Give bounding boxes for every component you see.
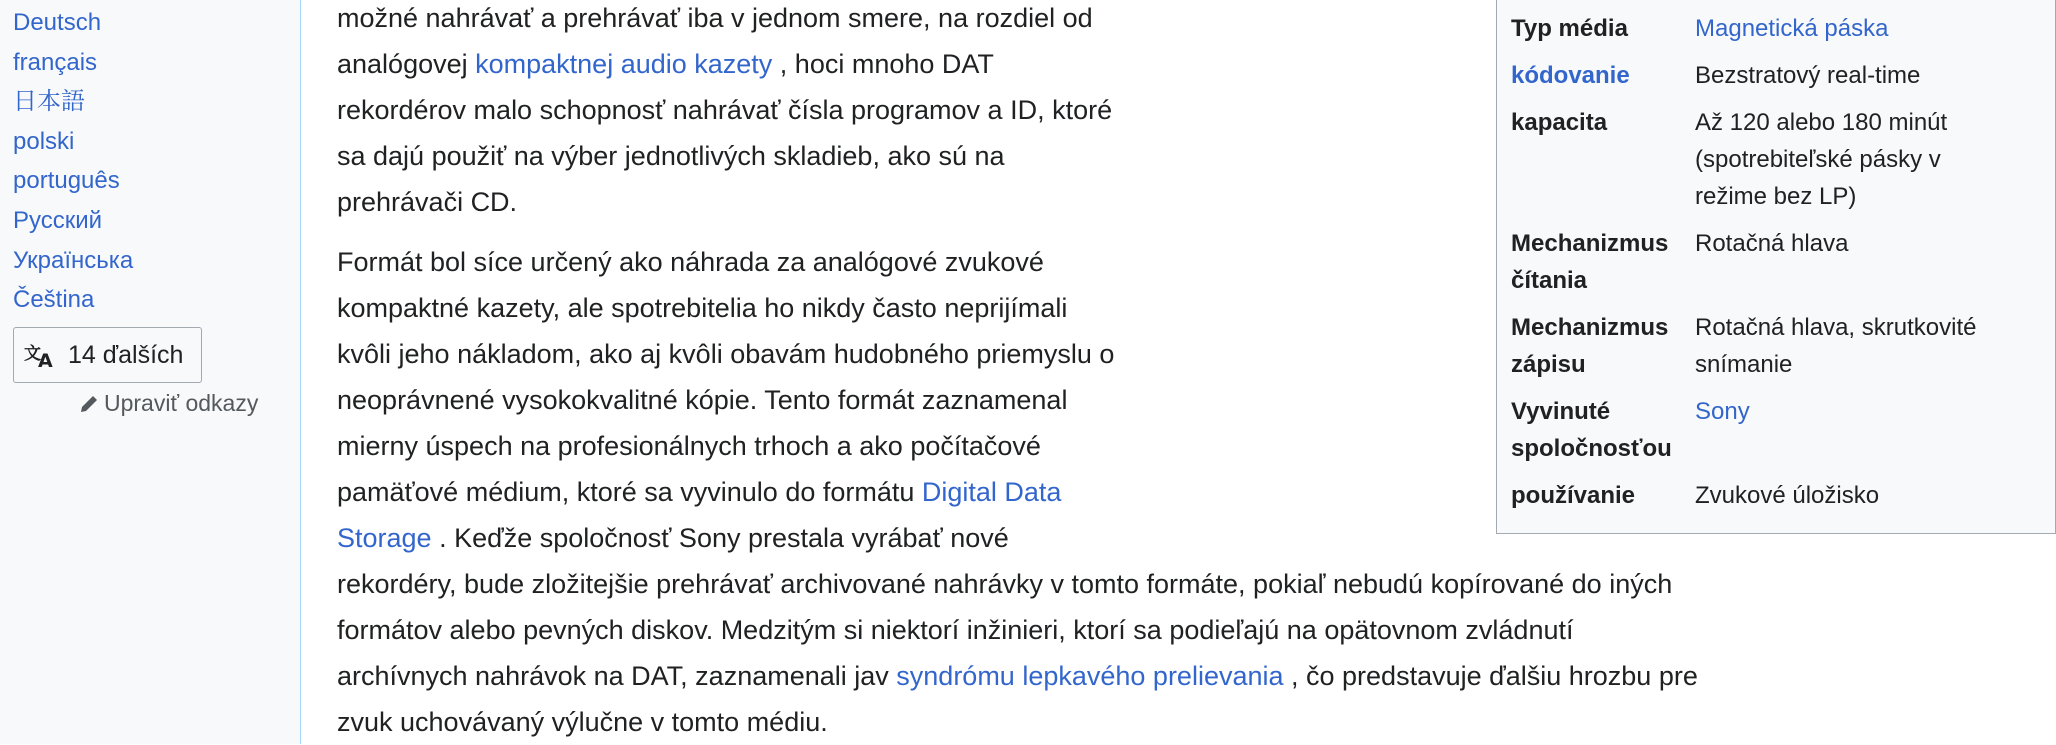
edit-links-label: Upraviť odkazy: [104, 390, 259, 416]
link-digital-data-storage[interactable]: Digital Data Storage: [337, 477, 1062, 553]
more-languages-label: 14 ďalších: [68, 340, 184, 369]
language-link-cs[interactable]: Čeština: [13, 286, 95, 314]
infobox: [1496, 0, 2056, 534]
infobox-label-write-mechanism: Mechanizmus zápisu: [1511, 314, 1669, 378]
language-link-ja[interactable]: 日本語: [13, 88, 85, 116]
language-link-fr[interactable]: français: [13, 48, 98, 76]
infobox-value-read-mechanism: Rotačná hlava: [1695, 230, 1849, 257]
infobox-label-capacity: kapacita: [1511, 109, 1608, 136]
infobox-value-write-mechanism: Rotačná hlava, skrutkovité snímanie: [1695, 314, 1977, 378]
infobox-value-developer[interactable]: Sony: [1695, 398, 1750, 425]
language-link-pl[interactable]: polski: [13, 127, 75, 155]
language-link-pt[interactable]: português: [13, 167, 120, 195]
infobox-value-encoding: Bezstratový real-time: [1695, 62, 1921, 89]
article-content: [337, 0, 1977, 744]
edit-links-button[interactable]: [78, 390, 258, 417]
svg-text:文: 文: [24, 344, 41, 364]
infobox-value-media-type[interactable]: Magnetická páska: [1695, 15, 1889, 42]
link-sticky-shed-syndrome[interactable]: syndrómu lepkavého prelievania: [896, 661, 1284, 691]
language-sidebar: [0, 0, 301, 744]
svg-text:A: A: [38, 350, 53, 372]
article-paragraph-1: [337, 0, 1127, 225]
infobox-table: [1511, 10, 2015, 514]
infobox-label-read-mechanism: Mechanizmus čítania: [1511, 230, 1669, 294]
link-compact-cassette[interactable]: kompaktnej audio kazety: [475, 49, 773, 79]
language-list: [13, 3, 133, 320]
infobox-label-usage: používanie: [1511, 482, 1636, 509]
paragraph-text: , hoci mnoho DAT rekordérov malo schopnosť nahrávať čísla programov a ID, ktoré sa dajú použiť na výber jednotlivých skladieb, ako sú na prehrávači CD.: [337, 49, 1113, 217]
infobox-value-capacity: Až 120 alebo 180 minút (spotrebiteľské pásky v režime bez LP): [1695, 109, 1948, 210]
pencil-icon: [78, 393, 100, 415]
infobox-label-media-type: Typ média: [1511, 15, 1628, 42]
language-link-uk[interactable]: Українська: [13, 246, 134, 274]
paragraph-text: , čo predstavuje ďalšiu hrozbu pre zvuk uchovávaný výlučne v tomto médiu.: [337, 661, 1698, 737]
more-languages-button[interactable]: [13, 327, 202, 383]
language-link-de[interactable]: Deutsch: [13, 9, 102, 36]
paragraph-text: Formát bol síce určený ako náhrada za analógové zvukové kompaktné kazety, ale spotrebitelia ho nikdy často neprijímali kvôli jeho nákladom, ako aj kvôli obavám hudobného priemyslu o neoprávnené vysokokvalitné kópie. Tento formát zaznamenal mierny úspech na profesionálnych trhoch a ako počítačové pamäťové médium, ktoré sa vyvinulo do formátu: [337, 247, 1115, 507]
infobox-label-encoding[interactable]: kódovanie: [1511, 62, 1630, 89]
paragraph-text: možné nahrávať a prehrávať iba v jednom smere, na rozdiel od analógovej: [337, 3, 1093, 79]
translate-icon: [24, 341, 58, 372]
infobox-value-usage: Zvukové úložisko: [1695, 482, 1880, 509]
paragraph-text: . Keďže spoločnosť Sony prestala vyrábať nové rekordéry, bude zložitejšie prehrávať archivované nahrávky v tomto formáte, pokiaľ nebudú kopírované do iných formátov alebo pevných diskov. Medzitým si niektorí inžinieri, ktorí sa podieľajú na opätovnom zvládnutí archívnych nahrávok na DAT, zaznamenali jav: [337, 523, 1673, 691]
language-link-ru[interactable]: Русский: [13, 206, 103, 234]
infobox-label-developer: Vyvinuté spoločnosťou: [1511, 398, 1672, 462]
